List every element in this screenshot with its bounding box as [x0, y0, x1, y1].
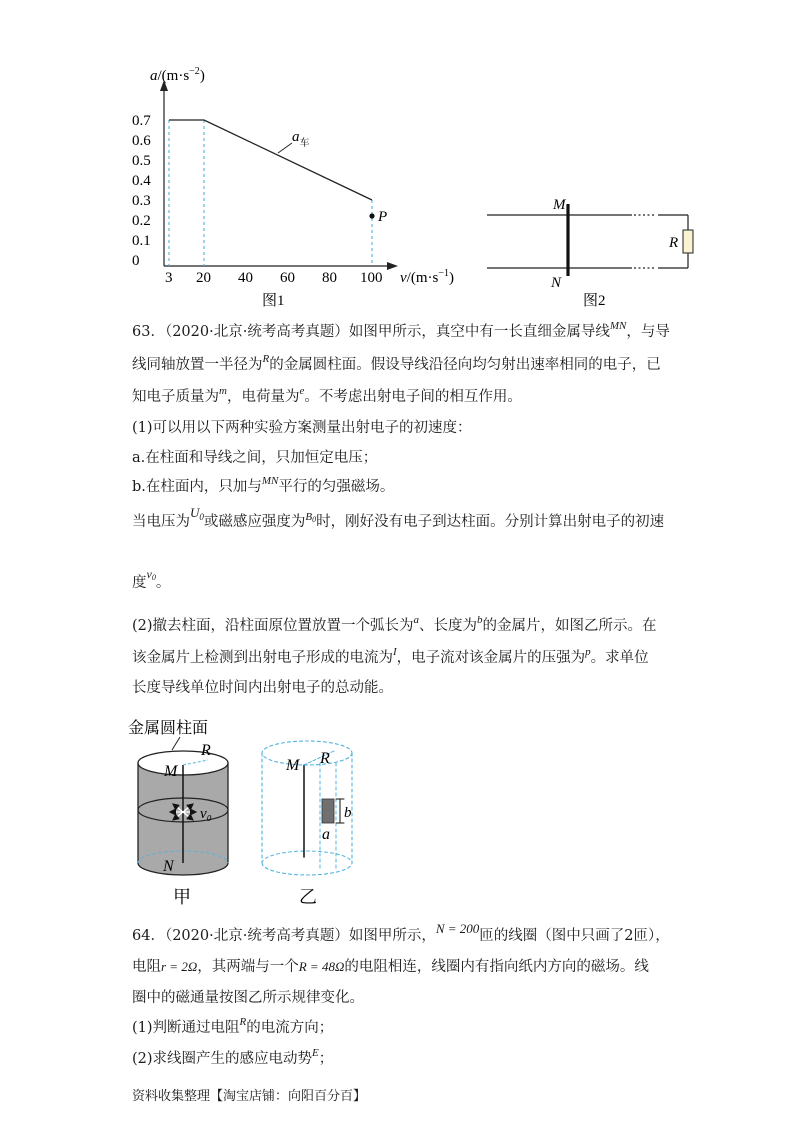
- q63-line-7: 度$^{v0}$。: [132, 567, 171, 591]
- footer-source: 资料收集整理【淘宝店铺：向阳百分百】: [132, 1089, 367, 1104]
- x-tick-label: 60: [280, 270, 295, 286]
- q63-part-2-line-1: (2)撤去柱面，沿柱面原位置放置一个弧长为$^a$、长度为$^b$的金属片，如图乙所示。在: [132, 614, 657, 634]
- q63-line-6: 当电压为$U_0$或磁感应强度为$^{B0}$时，刚好没有电子到达柱面。分别计算出射电子的初速: [132, 505, 665, 530]
- label-v0: v₀: [200, 806, 212, 822]
- figure-2-circuit: [487, 197, 693, 309]
- y-tick-label: 0.1: [132, 233, 151, 249]
- label-a: a: [322, 826, 330, 843]
- label-m-yi: M: [286, 757, 300, 774]
- virtual-cylinder-top: [262, 741, 352, 765]
- x-axis-label: $v/(m\cdot s^{-1})$: [400, 268, 454, 286]
- figure-jia: [128, 719, 228, 907]
- label-n-jia: N: [163, 858, 174, 875]
- label-b: b: [344, 805, 352, 821]
- x-tick-label: 40: [238, 270, 253, 286]
- point-p: [369, 213, 374, 218]
- label-leader: [172, 737, 180, 750]
- curve-label-leader: [278, 143, 292, 153]
- resistor-r: [683, 230, 693, 253]
- x-tick-labels: [165, 270, 383, 286]
- figure-jia-caption: 甲: [173, 887, 191, 907]
- y-tick-label: 0.2: [132, 213, 151, 229]
- series-line-a-car: [169, 120, 372, 200]
- x-tick-label: 3: [165, 270, 173, 286]
- y-tick-label: 0.6: [132, 133, 151, 149]
- label-r: R: [669, 235, 679, 251]
- x-tick-label: 80: [322, 270, 337, 286]
- q63-option-a: a.在柱面和导线之间，只加恒定电压；: [132, 450, 378, 466]
- y-tick-labels: [132, 113, 151, 269]
- label-m: M: [553, 197, 566, 213]
- point-p-label: P: [378, 209, 388, 225]
- q63-part-1: (1)可以用以下两种实验方案测量出射电子的初速度：: [132, 420, 472, 436]
- q63-line-1: 63．（2020·北京·统考高考真题）如图甲所示，真空中有一长直细金属导线$^{MN}$，与导: [132, 320, 670, 340]
- q63-line-2: 线同轴放置一半径为$^R$的金属圆柱面。假设导线沿径向均匀射出速率相同的电子，已: [132, 353, 661, 373]
- figures-jia-yi: [0, 705, 800, 920]
- virtual-cylinder-bottom: [262, 863, 352, 875]
- q64-line-2: 电阻r = 2Ω，其两端与一个R = 48Ω的电阻相连，线圈内有指向纸内方向的磁场。线: [132, 959, 649, 975]
- x-tick-label: 20: [196, 270, 211, 286]
- y-tick-label: 0.5: [132, 153, 151, 169]
- curve-label: $a_车$: [292, 129, 310, 149]
- q63-part-2-line-3: 长度导线单位时间内出射电子的总动能。: [132, 680, 393, 696]
- q63-option-b: b.在柱面内，只加与$^{MN}$平行的匀强磁场。: [132, 475, 395, 495]
- y-axis-label: $a/(m\cdot s^{-2})$: [150, 66, 205, 84]
- figure-yi: [262, 741, 352, 907]
- label-m-jia: M: [164, 763, 178, 780]
- label-r-jia: R: [201, 742, 211, 759]
- y-tick-label: 0.4: [132, 173, 151, 189]
- figure-2-caption: 图2: [583, 293, 606, 309]
- label-n: N: [551, 275, 562, 291]
- y-tick-label: 0: [132, 253, 140, 269]
- q64-part-1: (1)判断通过电阻$^R$的电流方向；: [132, 1016, 334, 1036]
- figure-yi-caption: 乙: [299, 887, 317, 907]
- figure-1-chart: [0, 0, 800, 320]
- q63-line-3: 知电子质量为$^m$，电荷量为$^e$。不考虑出射电子间的相互作用。: [132, 385, 522, 405]
- y-tick-label: 0.3: [132, 193, 151, 209]
- y-tick-label: 0.7: [132, 113, 151, 129]
- q63-part-2-line-2: 该金属片上检测到出射电子形成的电流为$^I$，电子流对该金属片的压强为$^p$。求单位: [132, 646, 649, 666]
- q64-line-1: 64．（2020·北京·统考高考真题）如图甲所示，N = 200匝的线圈（图中只画了2匝），: [132, 921, 670, 944]
- q64-part-2: (2)求线圈产生的感应电动势$^E$；: [132, 1047, 334, 1067]
- figure-1-caption: 图1: [262, 293, 285, 309]
- label-r-yi: R: [320, 750, 330, 767]
- metal-strip: [322, 799, 334, 823]
- q64-line-3: 圈中的磁通量按图乙所示规律变化。: [132, 990, 364, 1006]
- dashed-guides: [169, 120, 372, 266]
- x-axis-arrow: [387, 262, 398, 270]
- cylinder-surface-label: 金属圆柱面: [128, 720, 209, 737]
- x-tick-label: 100: [360, 270, 383, 286]
